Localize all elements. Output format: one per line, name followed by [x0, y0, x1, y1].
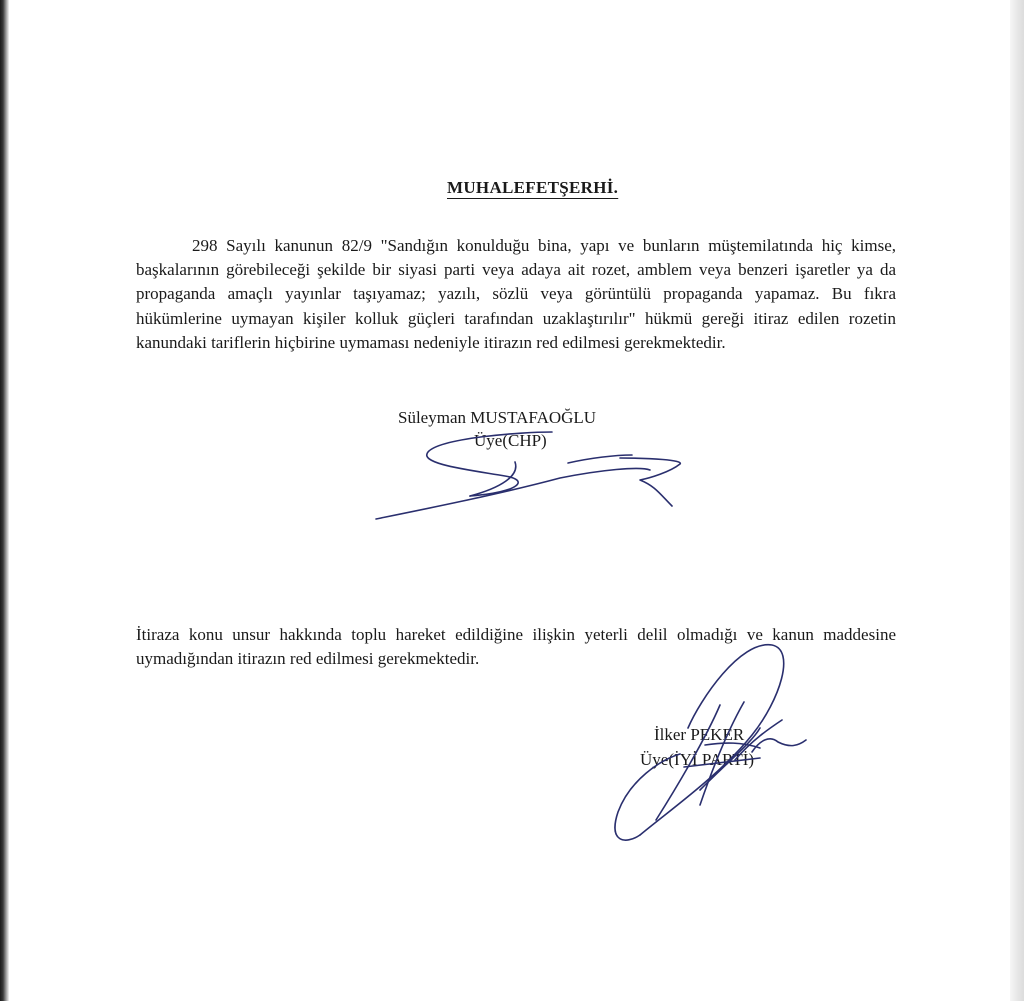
dissent-paragraph-1: 298 Sayılı kanunun 82/9 "Sandığın konulduğu bina, yapı ve bunların müştemilatında hiç kimse, başkalarının görebileceği şekilde bir siyasi parti veya adaya ait rozet, amblem veya benzeri işaretler ya da propaganda amaçlı yayınlar taşıyamaz; yazılı, sözlü veya görüntülü propaganda yapamaz. Bu fıkra hükümlerine uymayan kişiler kolluk güçleri tarafından uzaklaştırılır" hükmü gereği itiraz edilen rozetin kanundaki tariflerin hiçbirine uymaması nedeniyle itirazın red edilmesi gerekmektedir. [136, 236, 896, 352]
signatory-1-name: Süleyman MUSTAFAOĞLU [398, 408, 597, 427]
signatory-2-role: Üye(İYİ PARTİ) [640, 750, 755, 769]
document-page [9, 0, 1010, 1001]
scan-edge-right [1010, 0, 1024, 1001]
dissent-paragraph-2: İtiraza konu unsur hakkında toplu hareket edildiğine ilişkin yeterli delil olmadığı ve kanun maddesine uymadığından itirazın red edilmesi gerekmektedir. [136, 625, 896, 669]
signatory-1-role: Üye(CHP) [474, 431, 547, 450]
signatory-2-name: İlker PEKER [654, 725, 745, 744]
scan-edge-left [0, 0, 9, 1001]
document-title: MUHALEFETŞERHİ. [447, 178, 619, 197]
